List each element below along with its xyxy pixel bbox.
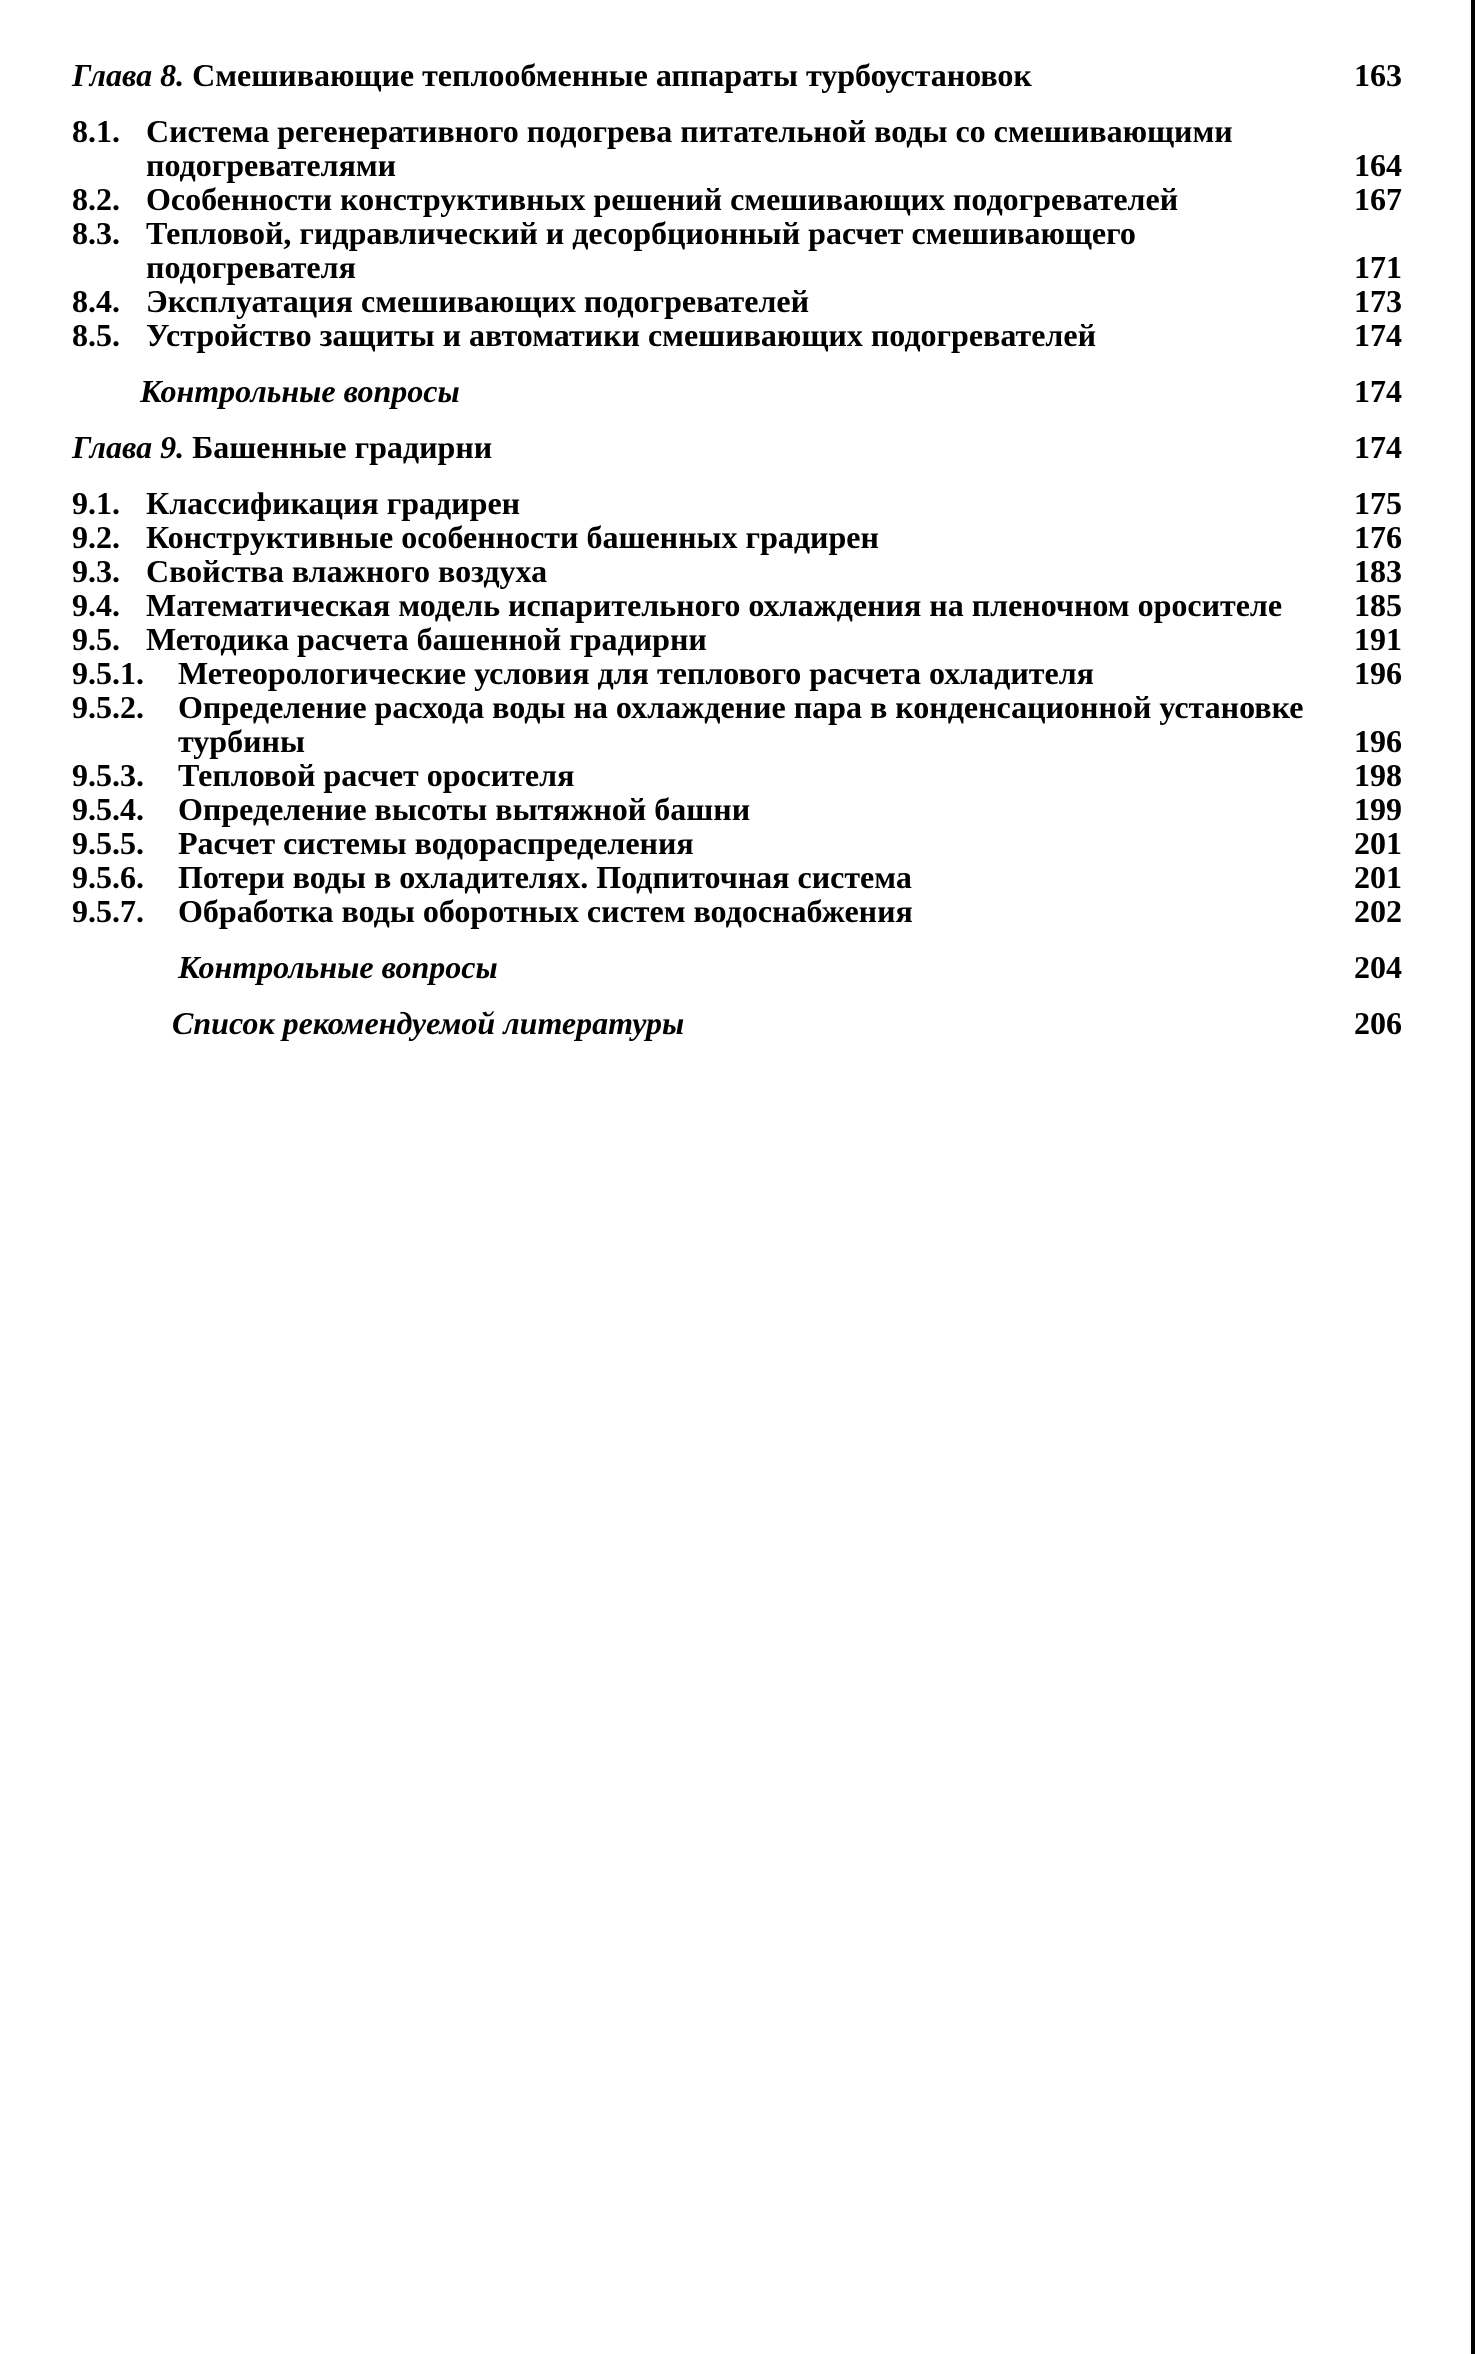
toc-entry-9-5-6[interactable] — [72, 860, 1402, 894]
entry-title: Система регенеративного подогрева питательной воды со смешивающими подогревателями — [146, 113, 1233, 183]
entry-title: Конструктивные особенности башенных градирен — [146, 519, 879, 555]
entry-page: 174 — [1354, 317, 1402, 353]
entry-title: Потери воды в охладителях. Подпиточная система — [178, 859, 912, 895]
chapter-8-heading[interactable] — [72, 58, 1402, 92]
toc-entry-9-5-3[interactable] — [72, 758, 1402, 792]
entry-page: 201 — [1354, 859, 1402, 895]
entry-number: 9.1. — [72, 485, 120, 521]
entry-number: 9.4. — [72, 587, 120, 623]
entry-number: 8.1. — [72, 113, 120, 149]
entry-number: 8.4. — [72, 283, 120, 319]
entry-page: 191 — [1354, 621, 1402, 657]
entry-title: Расчет системы водораспределения — [178, 825, 694, 861]
entry-number: 9.5.7. — [72, 893, 144, 929]
table-of-contents — [72, 58, 1402, 1040]
entry-title: Методика расчета башенной градирни — [146, 621, 707, 657]
entry-page: 164 — [1354, 147, 1402, 183]
entry-number: 9.5.1. — [72, 655, 144, 691]
references-entry[interactable] — [72, 1006, 1402, 1040]
entry-number: 9.2. — [72, 519, 120, 555]
questions-title: Контрольные вопросы — [178, 949, 498, 985]
entry-page: 196 — [1354, 655, 1402, 691]
entry-number: 9.5.4. — [72, 791, 144, 827]
chapter-9-title: Башенные градирни — [192, 429, 493, 465]
questions-page: 174 — [1354, 373, 1402, 409]
toc-entry-9-4[interactable] — [72, 588, 1402, 622]
toc-entry-9-5[interactable] — [72, 622, 1402, 656]
entry-number: 9.5.6. — [72, 859, 144, 895]
chapter-9-label: Глава 9. — [72, 429, 185, 465]
toc-entry-9-5-7[interactable] — [72, 894, 1402, 928]
toc-entry-8-3[interactable] — [72, 216, 1402, 284]
entry-number: 9.5. — [72, 621, 120, 657]
entry-title: Обработка воды оборотных систем водоснабжения — [178, 893, 913, 929]
questions-title: Контрольные вопросы — [140, 373, 460, 409]
entry-title: Тепловой расчет оросителя — [178, 757, 575, 793]
entry-number: 9.3. — [72, 553, 120, 589]
references-title: Список рекомендуемой литературы — [172, 1005, 685, 1041]
entry-number: 9.5.3. — [72, 757, 144, 793]
entry-number: 9.5.5. — [72, 825, 144, 861]
references-page: 206 — [1354, 1005, 1402, 1041]
toc-entry-9-1[interactable] — [72, 486, 1402, 520]
entry-page: 176 — [1354, 519, 1402, 555]
entry-page: 185 — [1354, 587, 1402, 623]
chapter-8-page: 163 — [1354, 57, 1402, 93]
page-edge-border — [1471, 0, 1475, 2354]
toc-entry-9-5-5[interactable] — [72, 826, 1402, 860]
toc-entry-8-5[interactable] — [72, 318, 1402, 352]
entry-number: 8.2. — [72, 181, 120, 217]
toc-entry-8-1[interactable] — [72, 114, 1402, 182]
entry-page: 198 — [1354, 757, 1402, 793]
entry-page: 167 — [1354, 181, 1402, 217]
entry-title: Определение расхода воды на охлаждение пара в конденсационной установке турбины — [178, 689, 1304, 759]
chapter-9-page: 174 — [1354, 429, 1402, 465]
entry-title: Тепловой, гидравлический и десорбционный расчет смешивающего подогревателя — [146, 215, 1136, 285]
entry-page: 175 — [1354, 485, 1402, 521]
entry-number: 8.5. — [72, 317, 120, 353]
entry-page: 171 — [1354, 249, 1402, 285]
entry-title: Классификация градирен — [146, 485, 521, 521]
toc-entry-9-3[interactable] — [72, 554, 1402, 588]
entry-number: 8.3. — [72, 215, 120, 251]
toc-entry-8-4[interactable] — [72, 284, 1402, 318]
entry-title: Особенности конструктивных решений смешивающих подогревателей — [146, 181, 1179, 217]
chapter-8-label: Глава 8. — [72, 57, 185, 93]
chapter-8-questions[interactable] — [72, 374, 1402, 408]
toc-entry-9-5-1[interactable] — [72, 656, 1402, 690]
entry-page: 196 — [1354, 723, 1402, 759]
entry-page: 173 — [1354, 283, 1402, 319]
entry-title: Математическая модель испарительного охлаждения на пленочном оросителе — [146, 587, 1283, 623]
entry-title: Определение высоты вытяжной башни — [178, 791, 751, 827]
toc-entry-9-5-2[interactable] — [72, 690, 1402, 758]
chapter-9-heading[interactable] — [72, 430, 1402, 464]
entry-title: Эксплуатация смешивающих подогревателей — [146, 283, 810, 319]
toc-entry-9-2[interactable] — [72, 520, 1402, 554]
questions-page: 204 — [1354, 949, 1402, 985]
entry-page: 199 — [1354, 791, 1402, 827]
entry-number: 9.5.2. — [72, 689, 144, 725]
toc-entry-8-2[interactable] — [72, 182, 1402, 216]
chapter-9-questions[interactable] — [72, 950, 1402, 984]
entry-title: Устройство защиты и автоматики смешивающих подогревателей — [146, 317, 1097, 353]
entry-page: 183 — [1354, 553, 1402, 589]
entry-title: Свойства влажного воздуха — [146, 553, 548, 589]
entry-title: Метеорологические условия для теплового расчета охладителя — [178, 655, 1094, 691]
entry-page: 201 — [1354, 825, 1402, 861]
chapter-8-title: Смешивающие теплообменные аппараты турбоустановок — [192, 57, 1032, 93]
entry-page: 202 — [1354, 893, 1402, 929]
toc-entry-9-5-4[interactable] — [72, 792, 1402, 826]
